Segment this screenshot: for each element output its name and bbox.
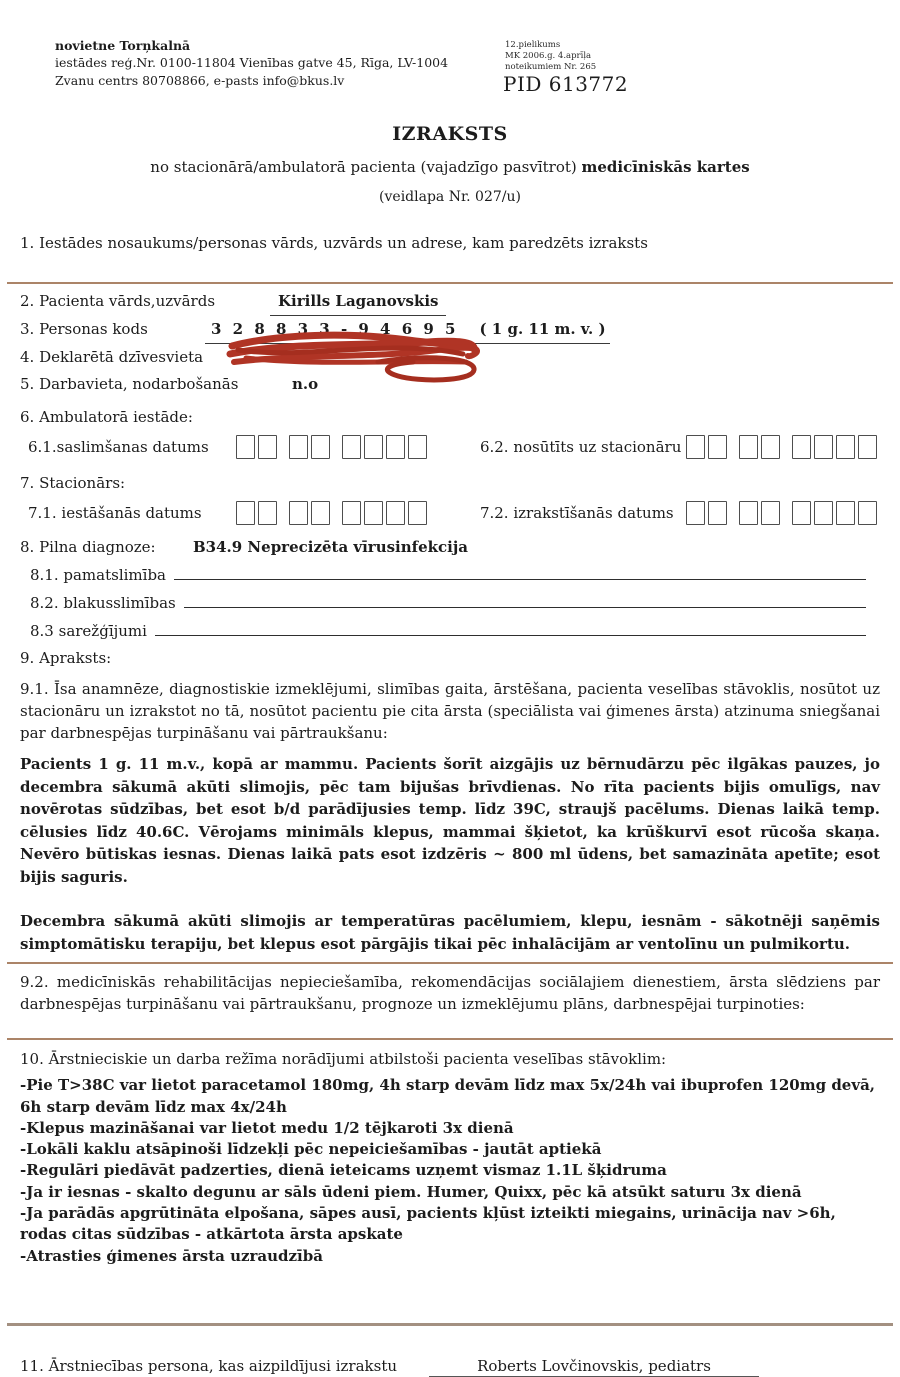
- document-subtitle: [0, 158, 900, 176]
- org-address: iestādes reģ.Nr. 0100-11804 Vienības gatve 45, Rīga, LV-1004: [55, 55, 449, 71]
- section-10-label: 10. Ārstnieciskie un darba režīma norādījumi atbilstoši pacienta veselības stāvoklim:: [20, 1050, 667, 1069]
- field-6-label: 6. Ambulatorā iestāde:: [20, 408, 193, 426]
- date-box: [258, 501, 277, 525]
- date-box: [739, 501, 758, 525]
- physician-label: 11. Ārstniecības persona, kas aizpildījusi izrakstu: [20, 1356, 398, 1375]
- date-box: [761, 435, 780, 459]
- date-box: [342, 501, 361, 525]
- title-block: [0, 123, 900, 205]
- regulation-line-3: noteikumiem Nr. 265: [505, 62, 597, 73]
- description-paragraph-2: Decembra sākumā akūti slimojis ar temperatūras pacēlumiem, klepu, iesnām - sākotnēji saņēmis simptomātisku terapiju, bet klepus esot pārgājis tikai pēc inhalācijām ar ventolīnu un pulmikortu.: [20, 912, 880, 953]
- field-8-2-label: 8.2. blakusslimības: [30, 594, 176, 612]
- section-9-1-label: 9.1. Īsa anamnēze, diagnostiskie izmeklējumi, slimības gaita, ārstēšana, pacienta veselības stāvoklis, nosūtot uz stacionāru un izrakstot no tā, nosūtot pacientu pie cita ārsta (speciālista vai ģimenes ārsta) atzinuma sniegšanai par darbnespējas turpināšanu vai pārtraukšanu:: [20, 680, 880, 743]
- regulation-note: [505, 40, 596, 73]
- physician-value: Roberts Lovčinovskis, pediatrs: [429, 1357, 759, 1377]
- patient-name-value: Kirills Laganovskis: [270, 288, 446, 316]
- regulation-line-1: 12.pielikums: [505, 40, 561, 50]
- instruction-item: -Ja ir iesnas - skalto degunu ar sāls ūdeni piem. Humer, Quixx, pēc kā atsūkt saturu 3x dienā: [20, 1182, 802, 1201]
- date-box: [289, 435, 308, 459]
- date-box: [364, 435, 383, 459]
- date-boxes-7-2: [686, 501, 880, 525]
- date-box: [686, 435, 705, 459]
- description-paragraph-1: Pacients 1 g. 11 m.v., kopā ar mammu. Pacients šorīt aizgājis uz bērnudārzu pēc ilgākas pauzes, jo decembra sākumā akūti slimojis, pēc tam bijušas brīvdienas. No rīta pacients bijis omulīgs, nav novērotas sūdzības, bet esot b/d parādījusies temp. līdz 39C, straujš pacēlums. Dienas laikā temp. cēlusies līdz 40.6C. Vērojams minimāls klepus, mammai šķietot, ka krūškurvī esot rūcoša skaņa. Nevēro būtiskas iesnas. Dienas laikā pats esot izdzēris ~ 800 ml ūdens, bet samazināta apetīte; esot bijis saguris.: [20, 755, 880, 886]
- field-7-label: 7. Stacionārs:: [20, 474, 126, 492]
- subtitle-regular: no stacionārā/ambulatorā pacienta (vajadzīgo pasvītrot): [150, 158, 582, 176]
- date-box: [814, 501, 833, 525]
- date-box: [792, 501, 811, 525]
- blank-line-8-3: [155, 617, 866, 636]
- date-boxes-6-2: [686, 435, 880, 459]
- section-divider: [7, 962, 893, 964]
- date-box: [236, 435, 255, 459]
- date-box: [708, 501, 727, 525]
- document-header: [0, 0, 900, 97]
- section-9-2-label: 9.2. medicīniskās rehabilitācijas nepieciešamība, rekomendācijas sociālajiem dienestiem, ārsta slēdziens par darbnespējas turpināšanu vai pārtraukšanu, prognoze un izmeklējumu plāns, darbnespējai turpinoties:: [20, 973, 880, 1014]
- instruction-item: -Regulāri piedāvāt padzerties, dienā ieteicams uzņemt vismaz 1.1L šķidruma: [20, 1161, 667, 1180]
- field-4-label: 4. Deklarētā dzīvesvieta: [20, 348, 204, 366]
- date-box: [814, 435, 833, 459]
- date-box: [386, 435, 405, 459]
- instruction-item: -Atrasties ģimenes ārsta uzraudzībā: [20, 1246, 323, 1265]
- date-box: [686, 501, 705, 525]
- date-box: [792, 435, 811, 459]
- personal-code-value: 3 2 8 8 3 3 - 9 4 6 9 5: [205, 316, 461, 344]
- patient-age-note: ( 1 g. 11 m. v. ): [475, 316, 609, 344]
- regulation-line-2: MK 2006.g. 4.aprīļa: [505, 51, 592, 62]
- date-boxes-6-1: [236, 435, 430, 459]
- date-box: [311, 501, 330, 525]
- date-box: [836, 435, 855, 459]
- section-divider: [7, 1038, 893, 1040]
- date-box: [858, 501, 877, 525]
- instruction-item: -Pie T>38C var lietot paracetamol 180mg, 4h starp devām līdz max 5x/24h vai ibuprofen 120mg devā, 6h starp devām līdz max 4x/24h: [20, 1076, 876, 1116]
- section-divider: [7, 1323, 893, 1326]
- subtitle-bold: medicīniskās kartes: [581, 158, 750, 176]
- field-8-label: 8. Pilna diagnoze:: [20, 538, 156, 556]
- pid-number: PID 613772: [503, 72, 629, 96]
- field-7-1-label: 7.1. iestāšanās datums: [28, 504, 202, 522]
- field-8-1-label: 8.1. pamatslimība: [30, 566, 166, 584]
- date-box: [236, 501, 255, 525]
- field-3-label: 3. Personas kods: [20, 320, 148, 338]
- date-box: [311, 435, 330, 459]
- org-contact: Zvanu centrs 80708866, e-pasts info@bkus.lv: [55, 72, 345, 88]
- field-6-2-label: 6.2. nosūtīts uz stacionāru: [479, 438, 682, 456]
- instruction-item: -Ja parādās apgrūtināta elpošana, sāpes ausī, pacients kļūst izteikti miegains, urinācija nav >6h, rodas citas sūdzības - atkārtota ārsta apskate: [20, 1204, 836, 1244]
- field-8-3-label: 8.3 sarežģījumi: [30, 622, 147, 640]
- date-box: [708, 435, 727, 459]
- diagnosis-value: B34.9 Neprecizēta vīrusinfekcija: [193, 538, 469, 556]
- date-boxes-7-1: [236, 501, 430, 525]
- date-box: [739, 435, 758, 459]
- field-2-label: 2. Pacienta vārds,uzvārds: [20, 292, 216, 310]
- section-divider: [7, 282, 893, 284]
- form-number: (veidlapa Nr. 027/u): [379, 189, 521, 205]
- blank-line-8-1: [174, 561, 866, 580]
- field-9-label: 9. Apraksts:: [20, 649, 112, 667]
- occupation-value: n.o: [292, 375, 319, 393]
- instruction-item: -Lokāli kaklu atsāpinoši līdzekļi pēc nepeiciešamības - jautāt aptiekā: [20, 1140, 602, 1159]
- field-1-label: 1. Iestādes nosaukums/personas vārds, uzvārds un adrese, kam paredzēts izraksts: [20, 234, 648, 252]
- field-5-label: 5. Darbavieta, nodarbošanās: [20, 375, 239, 393]
- date-box: [364, 501, 383, 525]
- date-box: [386, 501, 405, 525]
- date-box: [342, 435, 361, 459]
- date-box: [258, 435, 277, 459]
- field-7-2-label: 7.2. izrakstīšanās datums: [479, 504, 674, 522]
- date-box: [289, 501, 308, 525]
- org-name: novietne Torņkalnā: [55, 38, 191, 53]
- date-box: [858, 435, 877, 459]
- redaction-scribble: [228, 332, 480, 384]
- date-box: [408, 435, 427, 459]
- date-box: [408, 501, 427, 525]
- date-box: [836, 501, 855, 525]
- document-title: IZRAKSTS: [392, 123, 508, 145]
- blank-line-8-2: [184, 589, 866, 608]
- date-box: [761, 501, 780, 525]
- instruction-item: -Klepus mazināšanai var lietot medu 1/2 tējkaroti 3x dienā: [20, 1118, 514, 1137]
- field-6-1-label: 6.1.saslimšanas datums: [28, 438, 209, 456]
